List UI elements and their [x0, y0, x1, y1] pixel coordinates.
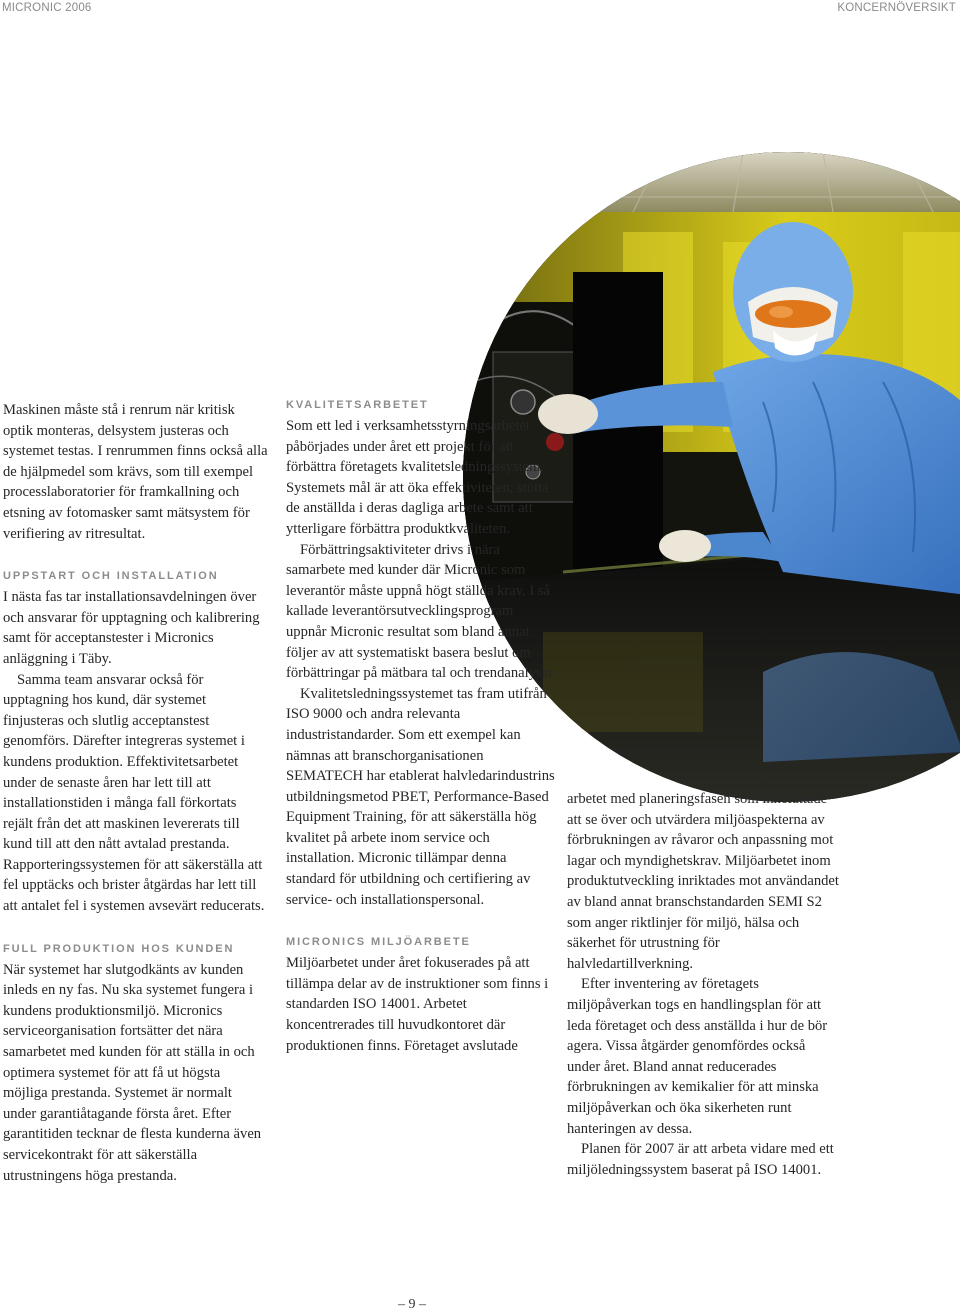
paragraph: När systemet har slutgodkänts av kunden inleds en ny fas. Nu ska systemet fungera i kundens produktionsmiljö. Micronics serviceorganisation fortsätter det nära samarbetet med kunden för att ställa in och optimera systemet för att få ut högsta möjliga prestanda. Systemet är normalt under garantiåtagande första året. Efter garantitiden tecknar de flesta kunderna även servicekontrakt för att säkerställa utrustningens höga prestanda.: [3, 961, 262, 1184]
text-column-3: [567, 789, 842, 1180]
paragraph: Som ett led i verksamhetsstyrningsarbetet påbörjades under året ett projekt för att förbättra företagets kvalitetsledningssystem. Systemets mål är att öka effektiviteten, stötta de anställda i deras dagliga arbete samt att ytterligare förbättra produktkvaliteten.: [286, 418, 549, 537]
paragraph: Planen för 2007 är att arbeta vidare med ett miljöledningssystem baserat på ISO 14001.: [567, 1141, 834, 1178]
paragraph: Efter inventering av företagets miljöpåverkan togs en handlingsplan för att leda företaget och dess anställda i hur de bör agera. Vissa åtgärder genomfördes också under året. Bland annat reducerades förbrukningen av kemikalier för att minska miljöpåverkan och öka sikerheten runt hanteringen av dessa.: [567, 976, 828, 1137]
paragraph: I nästa fas tar installationsavdelningen över och ansvarar för upptagning och kalibrering samt för acceptanstester i Micronics anläggning i Täby.: [3, 589, 260, 667]
paragraph: Förbättringsaktiviteter drivs i nära samarbete med kunder där Micronic som leverantör måste uppnå högt ställda krav. I så kallade leverantörsutvecklingsprogram uppnår Micronic resultat som bland annat följer av att systematiskt basera beslut om förbättringar på mätbara tal och trendanalyser.: [286, 541, 556, 682]
section-heading-uppstart: UPPSTART OCH INSTALLATION: [3, 570, 219, 583]
section-heading-kvalitetsarbetet: KVALITETSARBETET: [286, 399, 429, 411]
text-column-1: [3, 400, 268, 1186]
section-heading-miljoarbete: MICRONICS MILJÖARBETE: [286, 936, 471, 949]
paragraph: arbetet med planeringsfasen som innefattade att se över och utvärdera miljöaspekterna av förbrukningen av råvaror och anpassning mot lagar och myndighetskrav. Miljöarbetet inom produktutveckling inriktades mot användandet av bland annat branschstandarden SEMI S2 som anger riktlinjer för miljö, hälsa och säkerhet för utrustning för halvledartillverkning.: [567, 791, 839, 972]
running-head-left: MICRONIC 2006: [2, 2, 92, 14]
paragraph: Samma team ansvarar också för upptagning hos kund, där systemet finjusteras och slutlig acceptanstest genomförs. Därefter integreras systemet i kundens produktion. Effektivitetsarbetet under de senaste åren har lett till att installationstiden i många fall förkortats rejält från det att maskinen levererats till kund till att den nått avtalad prestanda. Rapporteringssystemen för att säkerställa att fel upptäcks och brister åtgärdas har lett till att antalet fel i systemen avsevärt reducerats.: [3, 671, 265, 915]
paragraph: Maskinen måste stå i renrum när kritisk optik monteras, delsystem justeras och systemet testas. I renrummen finns också alla de hjälpmedel som krävs, som till exempel processlaboratorier för framkallning och etsning av fotomasker samt mätsystem för verifiering av ritresultat.: [3, 402, 268, 542]
text-column-2: [286, 398, 556, 1056]
running-head-right: KONCERNÖVERSIKT: [837, 2, 956, 14]
paragraph: Miljöarbetet under året fokuserades på att tillämpa delar av de instruktioner som finns i standarden ISO 14001. Arbetet koncentrerades till huvudkontoret där produktionen finns. Företaget avslutade: [286, 955, 549, 1054]
page-number: – 9 –: [398, 1297, 426, 1312]
section-heading-full-produktion: FULL PRODUKTION HOS KUNDEN: [3, 942, 235, 955]
paragraph: Kvalitetsledningssystemet tas fram utifrån ISO 9000 och andra relevanta industristandarder. Som ett exempel kan nämnas att branschorganisationen SEMATECH har etablerat halvledarindustrins utbildningsmetod PBET, Performance-Based Equipment Training, för att säkerställa hög kvalitet på arbete inom service och installation. Micronic tillämpar denna standard för utbildning och certifiering av service- och installationspersonal.: [286, 685, 555, 908]
